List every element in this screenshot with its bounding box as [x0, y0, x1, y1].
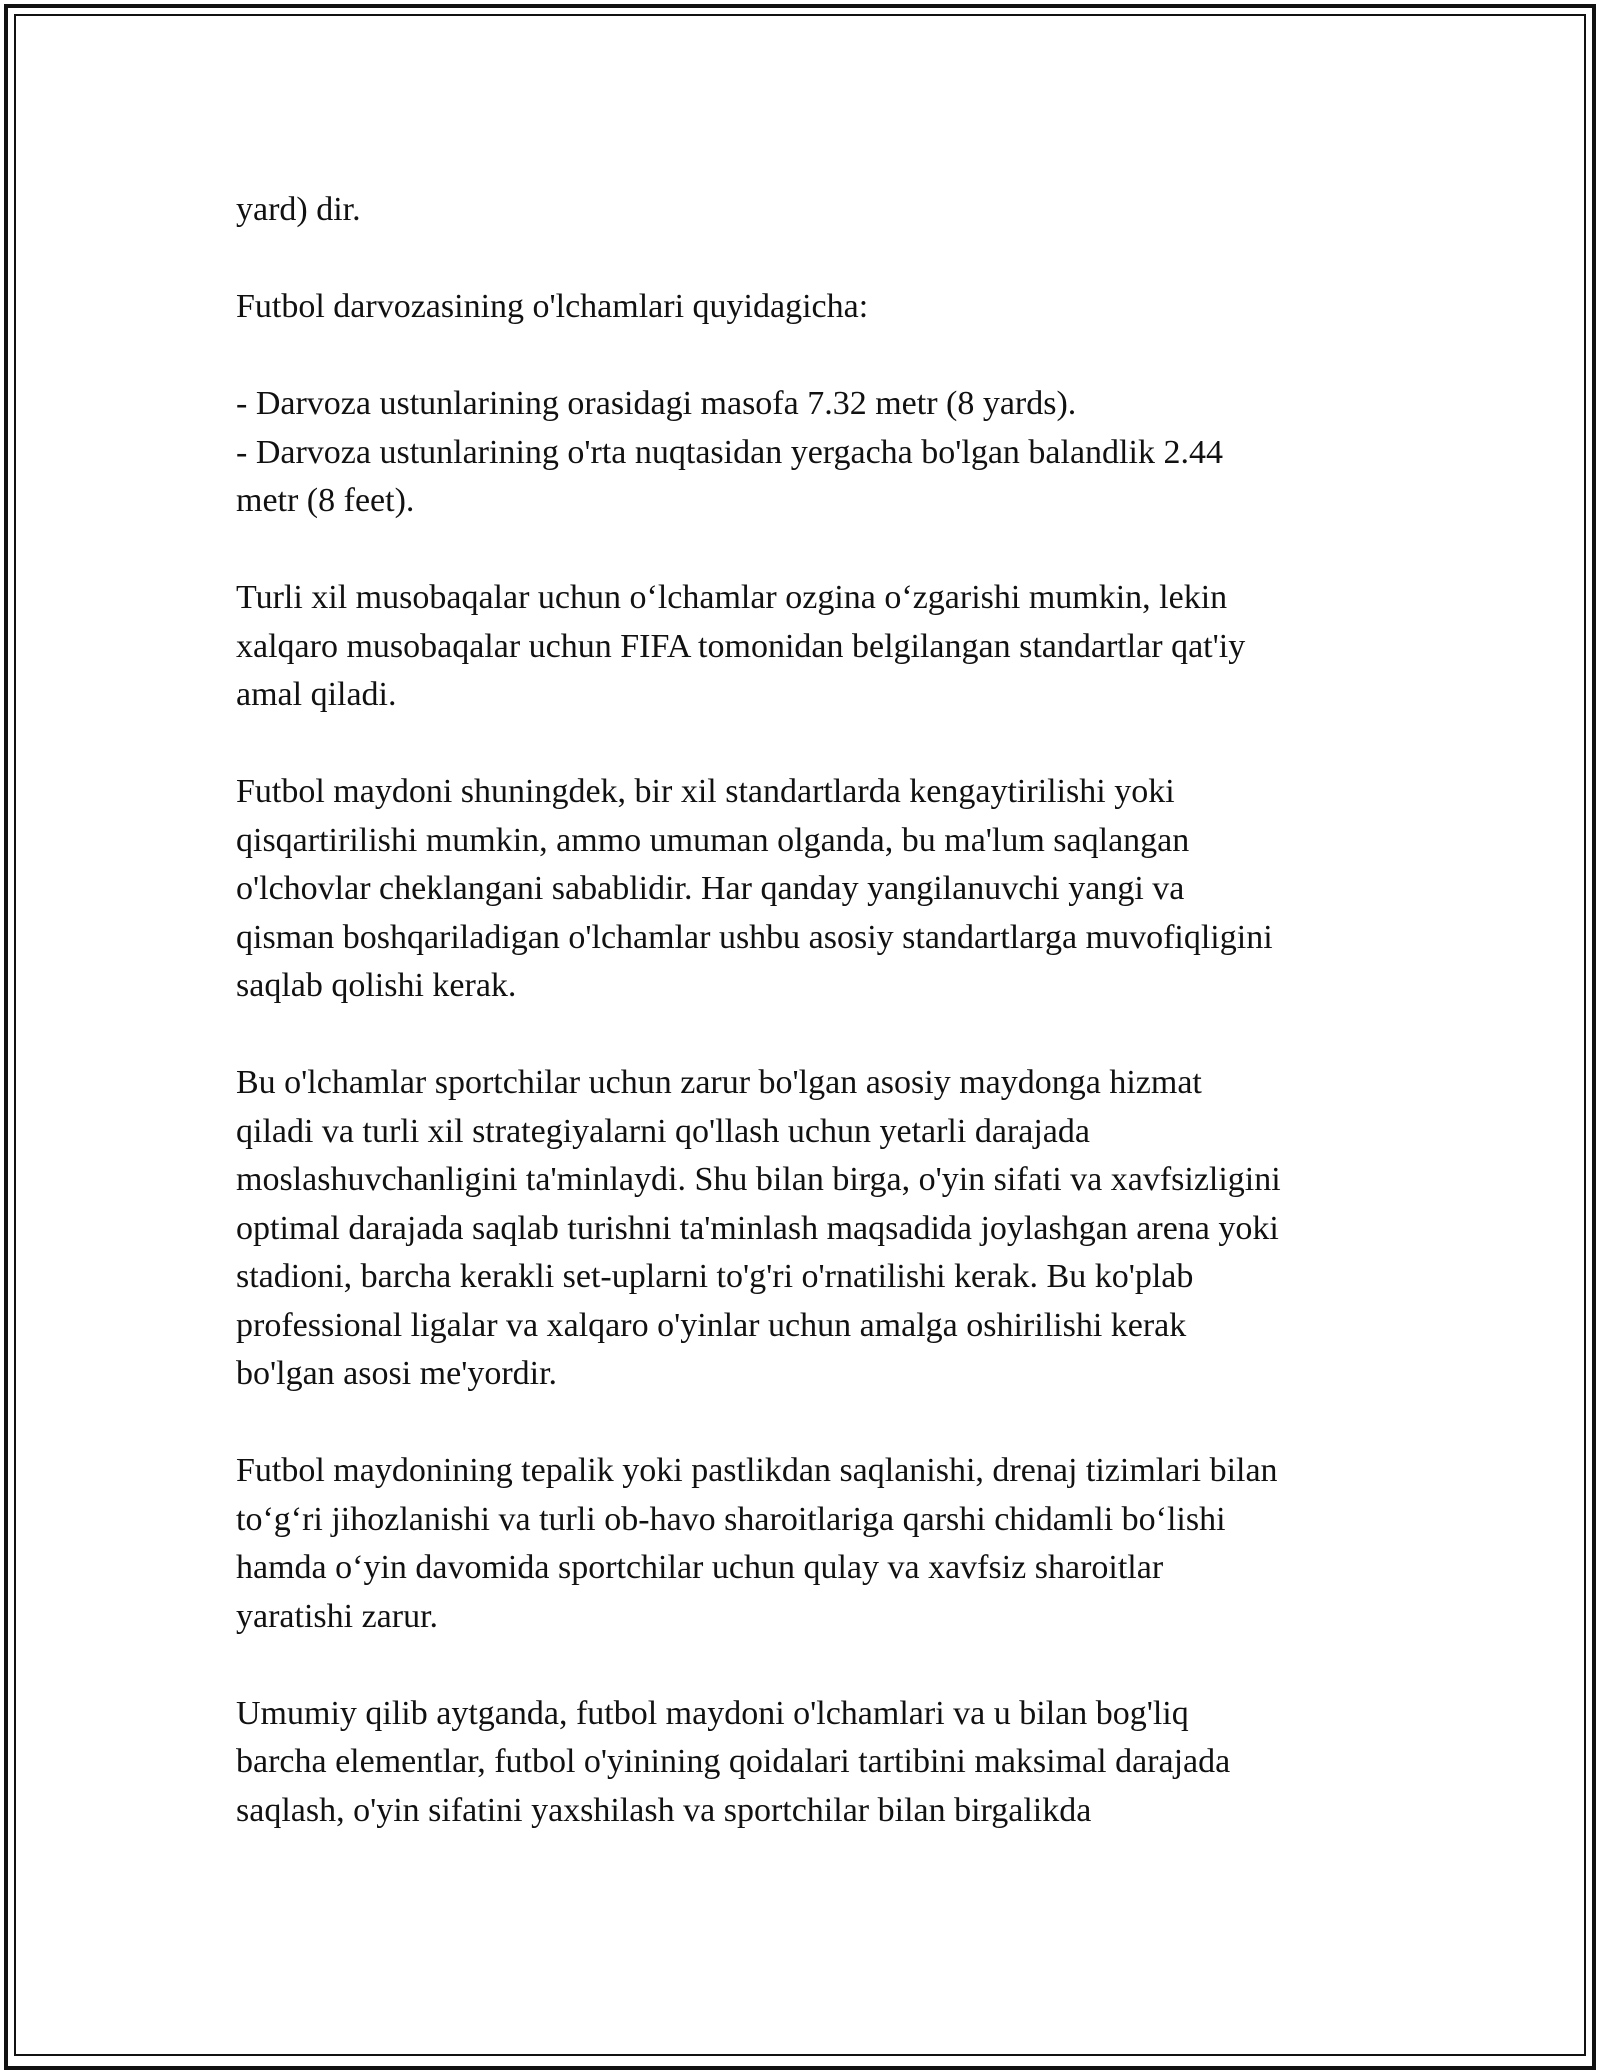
paragraph-field-size-variation: Futbol maydoni shuningdek, bir xil standartlarda kengaytirilishi yoki qisqartirilishi mumkin, ammo umuman olganda, bu ma'lum saqlangan o'lchovlar cheklangani sabablidir. Har qanday yangilanuvchi yangi va qisman boshqariladigan o'lchamlar ushbu asosiy standartlarga muvofiqligini saqlab qolishi kerak.: [236, 773, 1273, 1004]
paragraph-goal-dimensions-list: - Darvoza ustunlarining orasidagi masofa 7.32 metr (8 yards). - Darvoza ustunlarining o'rta nuqtasidan yergacha bo'lgan balandlik 2.44 metr (8 feet).: [236, 385, 1223, 519]
document-page: [236, 186, 1386, 1835]
paragraph-yard-dir: yard) dir.: [236, 191, 361, 228]
paragraph-summary: Umumiy qilib aytganda, futbol maydoni o'lchamlari va u bilan bog'liq barcha elementlar, futbol o'yinining qoidalari tartibini maksimal darajada saqlash, o'yin sifatini yaxshilash va sportchilar bilan birgalikda: [236, 1694, 1231, 1829]
paragraph-fifa-standards: Turli xil musobaqalar uchun o‘lchamlar ozgina o‘zgarishi mumkin, lekin xalqaro musobaqalar uchun FIFA tomonidan belgilangan standartlar qat'iy amal qiladi.: [236, 579, 1246, 713]
paragraph-field-drainage: Futbol maydonining tepalik yoki pastlikdan saqlanishi, drenaj tizimlari bilan to‘g‘ri jihozlanishi va turli ob-havo sharoitlariga qarshi chidamli bo‘lishi hamda o‘yin davomida sportchilar uchun qulay va xavfsiz sharoitlar yaratishi zarur.: [236, 1452, 1278, 1635]
paragraph-goal-dimensions-intro: Futbol darvozasining o'lchamlari quyidagicha:: [236, 288, 869, 325]
paragraph-dimensions-purpose: Bu o'lchamlar sportchilar uchun zarur bo'lgan asosiy maydonga hizmat qiladi va turli xil strategiyalarni qo'llash uchun yetarli darajada moslashuvchanligini ta'minlaydi. Shu bilan birga, o'yin sifati va xavfsizligini optimal darajada saqlab turishni ta'minlash maqsadida joylashgan arena yoki stadioni, barcha kerakli set-uplarni to'g'ri o'rnatilishi kerak. Bu ko'plab professional ligalar va xalqaro o'yinlar uchun amalga oshirilishi kerak bo'lgan asosi me'yordir.: [236, 1064, 1281, 1392]
